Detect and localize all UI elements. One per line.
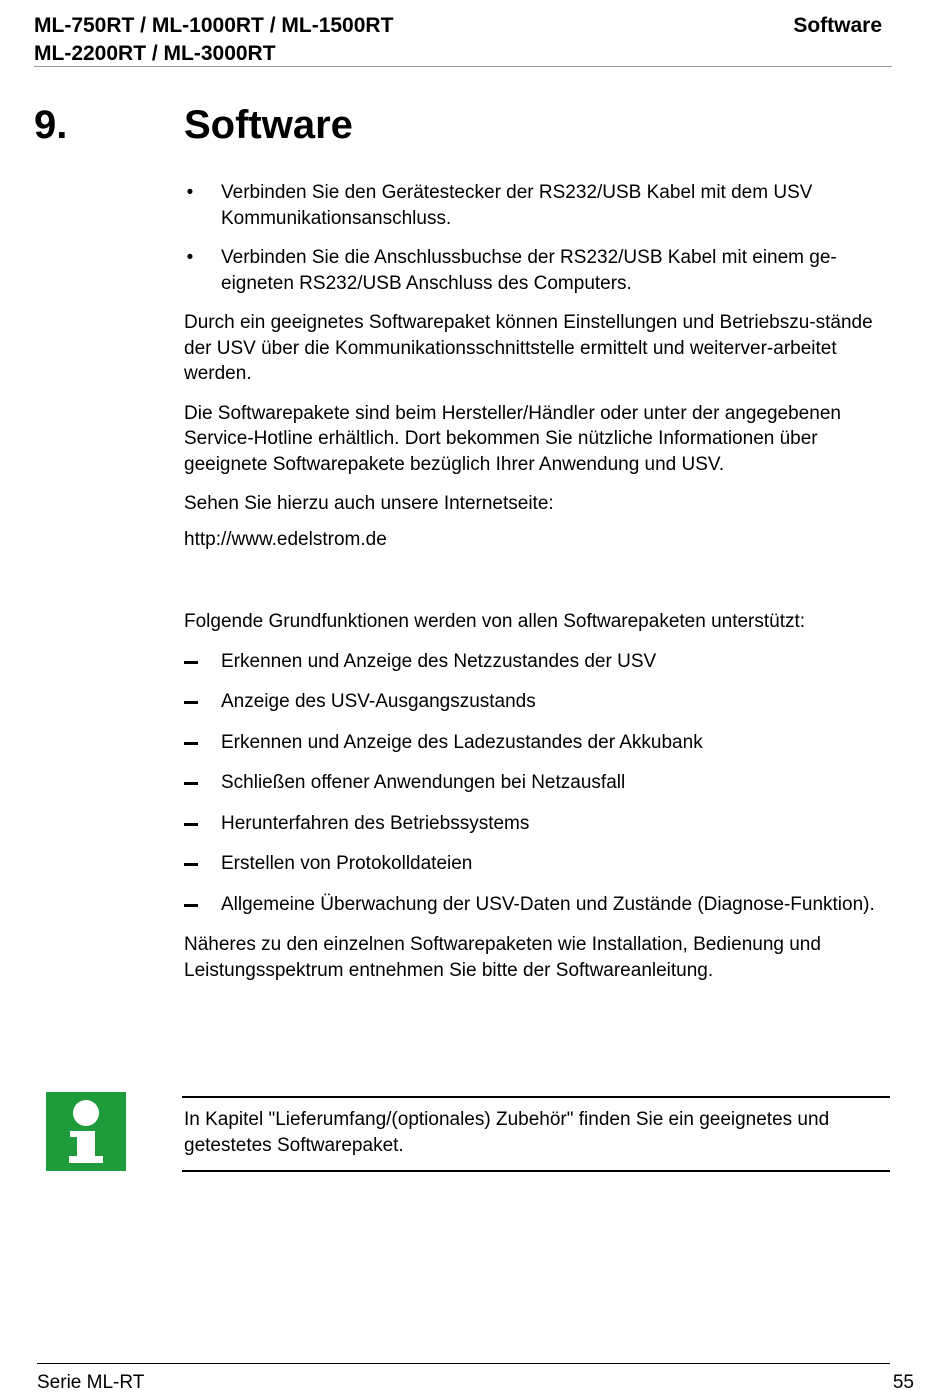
dash-icon xyxy=(184,701,198,704)
paragraph: Folgende Grundfunktionen werden von allen Softwarepaketen unterstützt: xyxy=(184,611,806,632)
function-text: Allgemeine Überwachung der USV-Daten und Zustände (Diagnose-Funktion). xyxy=(221,893,875,915)
function-text: Erstellen von Protokolldateien xyxy=(221,853,473,874)
function-text: Herunterfahren des Betriebssystems xyxy=(221,812,530,834)
dash-icon xyxy=(184,782,198,785)
note-text: In Kapitel "Lieferumfang/(optionales) Zubehör" finden Sie ein geeignetes und getestetes Softwarepaket. xyxy=(184,1109,830,1156)
function-item xyxy=(184,649,890,675)
function-text: Erkennen und Anzeige des Netzzustandes der USV xyxy=(221,650,657,672)
dash-icon xyxy=(184,863,198,866)
function-item xyxy=(184,689,890,715)
function-item xyxy=(184,892,890,918)
chapter-title: Software xyxy=(184,103,353,147)
function-item xyxy=(184,770,890,796)
info-note xyxy=(182,1096,890,1172)
chapter-number: 9. xyxy=(34,103,68,147)
function-item xyxy=(184,851,890,877)
model-line-2: ML-2200RT / ML-3000RT xyxy=(34,42,276,65)
paragraph: Die Softwarepakete sind beim Hersteller/Händler oder unter der angegebenen Service-Hotline erhältlich. Dort bekommen Sie nützliche Informationen über geeignete Softwarepakete bezüglich Ihrer Anwendung und USV. xyxy=(184,402,841,475)
function-text: Erkennen und Anzeige des Ladezustandes der Akkubank xyxy=(221,731,703,753)
model-line-1: ML-750RT / ML-1000RT / ML-1500RT xyxy=(34,14,394,37)
main-content xyxy=(184,180,890,997)
paragraph: Näheres zu den einzelnen Softwarepaketen wie Installation, Bedienung und Leistungsspektrum entnehmen Sie bitte der Softwareanleitung. xyxy=(184,934,821,981)
model-list xyxy=(34,12,393,68)
page-header xyxy=(34,10,892,67)
function-item xyxy=(184,811,890,837)
bullet-text: Verbinden Sie die Anschlussbuchse der RS232/USB Kabel mit einem ge-eigneten RS232/USB Anschluss des Computers. xyxy=(221,247,837,294)
bullet-item xyxy=(184,245,890,296)
series-name: Serie ML-RT xyxy=(37,1372,145,1393)
function-item xyxy=(184,730,890,756)
paragraph: Sehen Sie hierzu auch unsere Internetseite: xyxy=(184,493,554,514)
bullet-item xyxy=(184,180,890,231)
function-text: Schließen offener Anwendungen bei Netzausfall xyxy=(221,772,626,793)
dash-icon xyxy=(184,823,198,826)
function-text: Anzeige des USV-Ausgangszustands xyxy=(221,691,536,712)
bullet-dot-icon: • xyxy=(186,182,194,203)
website-link[interactable]: http://www.edelstrom.de xyxy=(184,528,387,550)
bullet-text: Verbinden Sie den Gerätestecker der RS232/USB Kabel mit dem USV Kommunikationsanschluss. xyxy=(221,182,813,229)
section-name: Software xyxy=(793,14,882,37)
info-icon xyxy=(46,1092,126,1171)
page-number: 55 xyxy=(892,1372,914,1393)
dash-icon xyxy=(184,661,198,664)
page-footer xyxy=(37,1363,914,1393)
dash-icon xyxy=(184,904,198,907)
dash-icon xyxy=(184,742,198,745)
bullet-dot-icon: • xyxy=(186,247,194,268)
paragraph: Durch ein geeignetes Softwarepaket können Einstellungen und Betriebszu-stände der USV über die Kommunikationsschnittstelle ermittelt und weiterver-arbeitet werden. xyxy=(184,312,873,384)
